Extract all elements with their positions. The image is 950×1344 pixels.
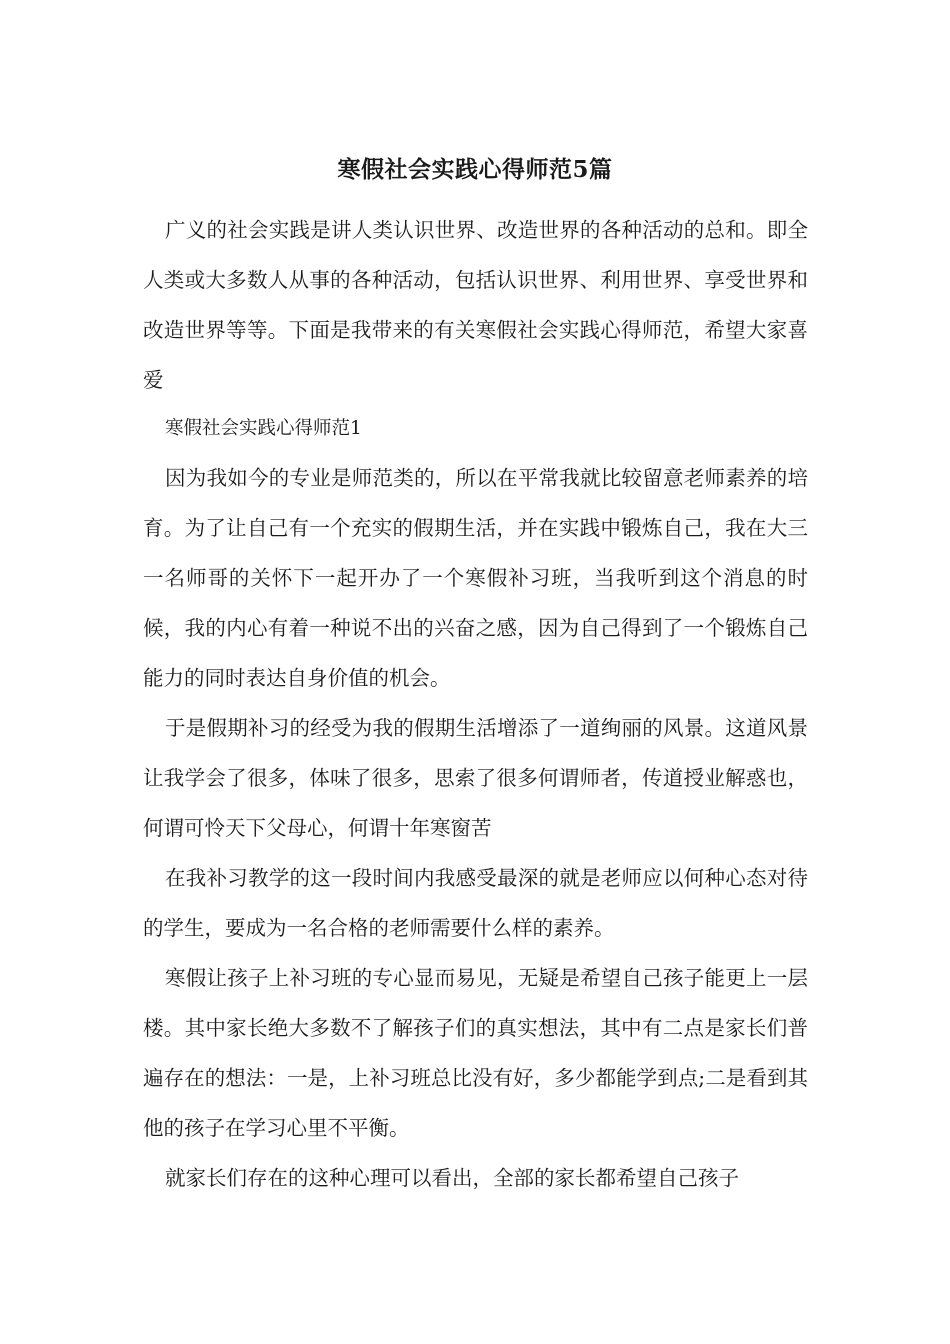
paragraph: 因为我如今的专业是师范类的，所以在平常我就比较留意老师素养的培育。为了让自己有一个充实的假期生活，并在实践中锻炼自己，我在大三一名师哥的关怀下一起开办了一个寒假补习班，当我听到这个消息的时候，我的内心有着一种说不出的兴奋之感，因为自己得到了一个锻炼自己能力的同时表达自身价值的机会。 xyxy=(143,466,808,690)
paragraph: 在我补习教学的这一段时间内我感受最深的就是老师应以何种心态对待的学生，要成为一名合格的老师需要什么样的素养。 xyxy=(143,866,808,940)
paragraph: 就家长们存在的这种心理可以看出，全部的家长都希望自己孩子 xyxy=(165,1166,739,1190)
document-title: 寒假社会实践心得师范5篇 xyxy=(337,156,613,183)
paragraph: 于是假期补习的经受为我的假期生活增添了一道绚丽的风景。这道风景让我学会了很多，体味了很多，思索了很多何谓师者，传道授业解惑也，何谓可怜天下父母心，何谓十年寒窗苦 xyxy=(143,716,808,840)
paragraph-intro: 广义的社会实践是讲人类认识世界、改造世界的各种活动的总和。即全人类或大多数人从事的各种活动，包括认识世界、利用世界、享受世界和改造世界等等。下面是我带来的有关寒假社会实践心得师范，希望大家喜爱 xyxy=(143,218,808,392)
document-body xyxy=(143,205,808,1203)
paragraph: 寒假让孩子上补习班的专心显而易见，无疑是希望自己孩子能更上一层楼。其中家长绝大多数不了解孩子们的真实想法，其中有二点是家长们普遍存在的想法：一是，上补习班总比没有好，多少都能学到点;二是看到其他的孩子在学习心里不平衡。 xyxy=(143,966,808,1140)
section-heading-1: 寒假社会实践心得师范1 xyxy=(165,418,362,439)
